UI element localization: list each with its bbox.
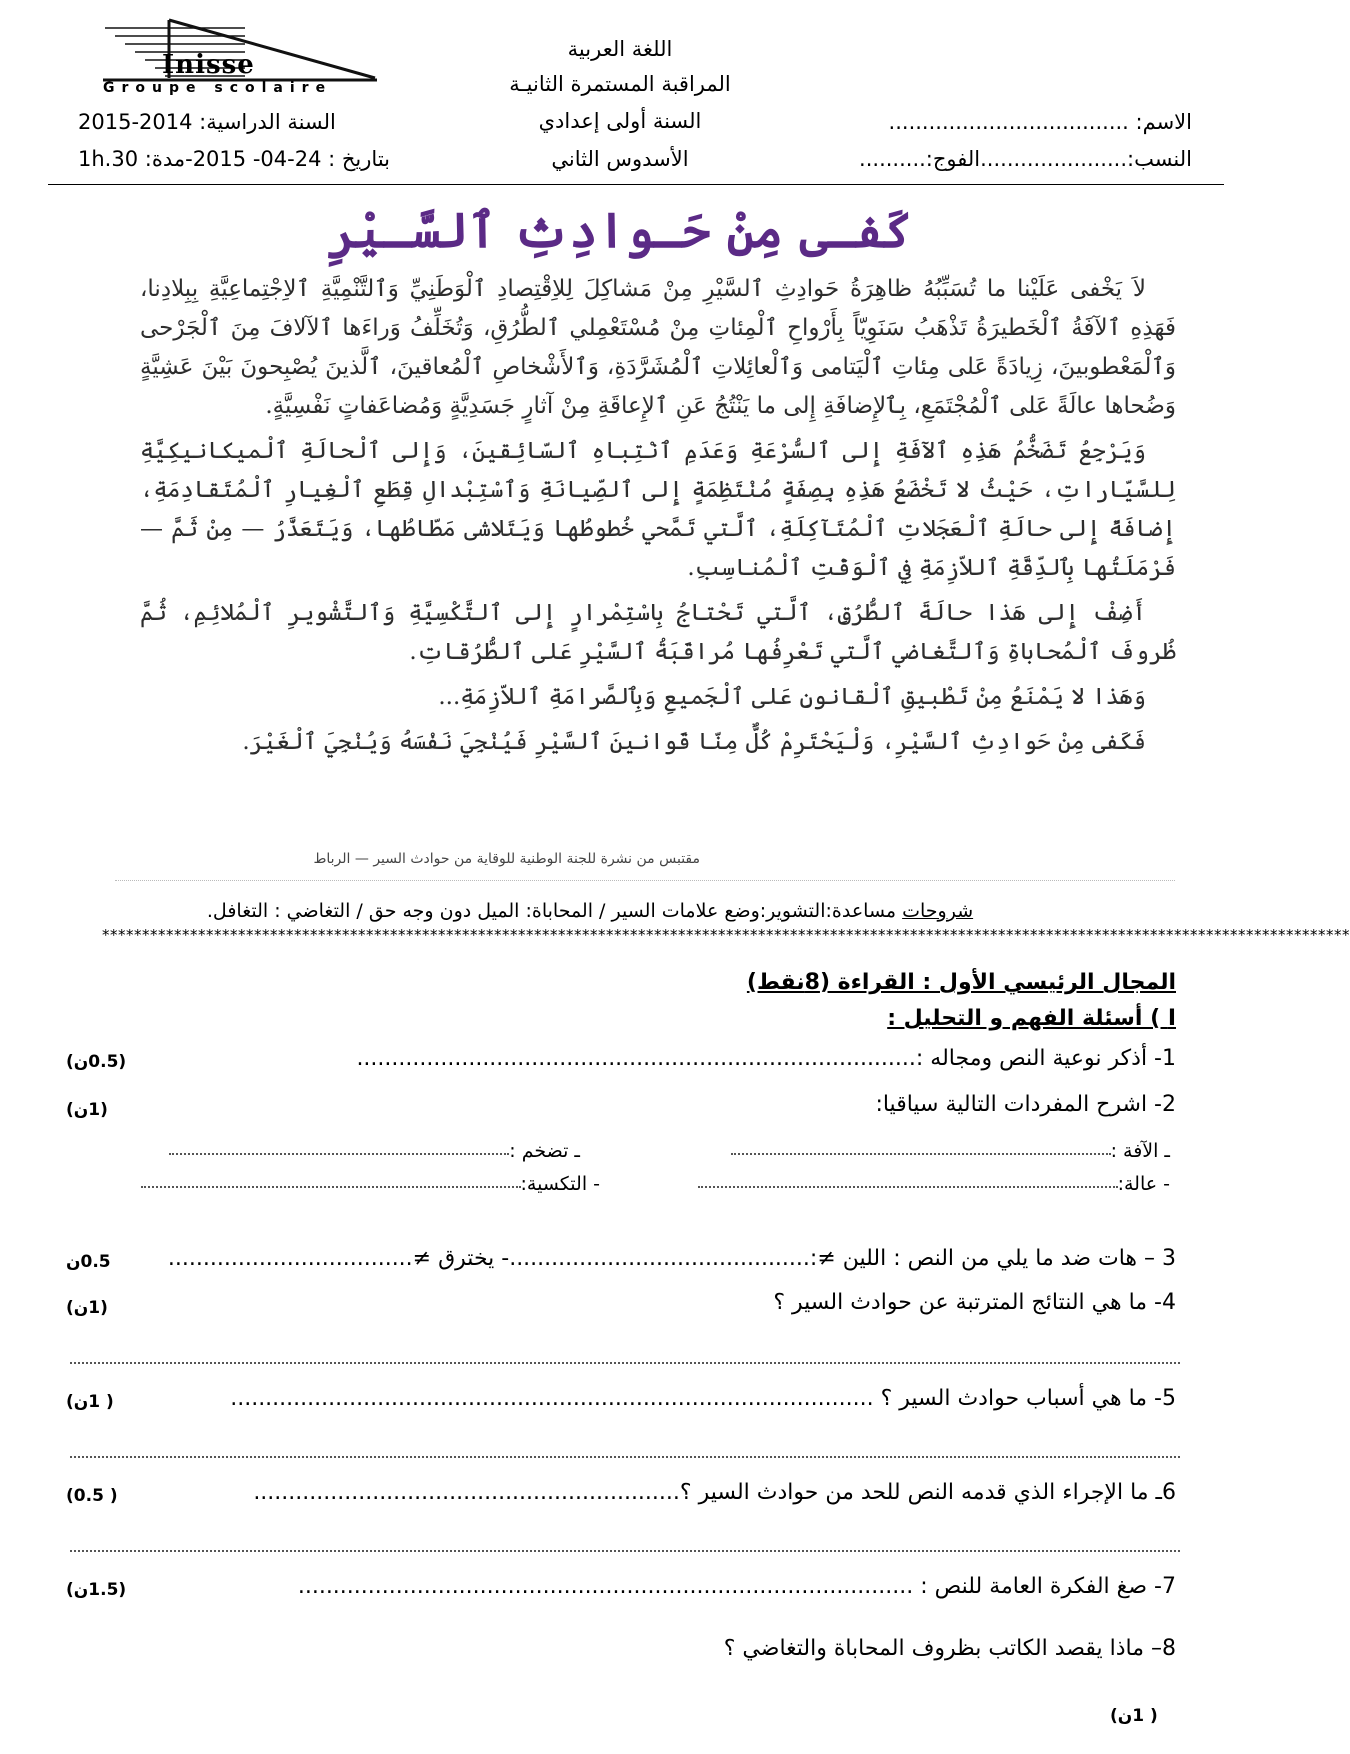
answer-line-4[interactable] xyxy=(70,1362,1180,1364)
vocab-word-tadakhum[interactable] xyxy=(169,1140,580,1162)
vocab-afa-answer[interactable] xyxy=(731,1149,1111,1155)
level-label: السنة أولى إعدادي xyxy=(538,109,702,133)
passage-paragraph: لاَ يَخْفى عَلَيْنا ما تُسَبِّبُهُ ظاهِرَةُ حَوادِثِ ٱلسَّيْرِ مِنْ مَشاكِلَ لِلاِقْتِصادِ ٱلْوَطَنِيِّ وَٱلتَّنْمِيَّةِ ٱلاِجْتِماعِيَّةِ بِبِلادِنا، فَهَذِهِ ٱلآفَةُ ٱلْخَطيرَةُ تَذْهَبُ سَنَوِيّاً بِأَرْواحِ ٱلْمِئاتِ مِنْ مُسْتَعْمِلي ٱلطُّرُقِ، وَتُخَلِّفُ وَراءَها ٱلآلافَ مِنَ ٱلْجَرْحى وَٱلْمَعْطوبينَ، زِيادَةً عَلى مِئاتِ ٱلْيَتامى وَٱلْعائِلاتِ ٱلْمُشَرَّدَةِ، وَٱلأَشْخاصِ ٱلْمُعاقينَ، ٱلَّذينَ يُصْبِحونَ بَيْنَ عَشِيَّةٍ وَضُحاها عالَةً عَلى ٱلْمُجْتَمَعِ، بِٱلإِضافَةِ إِلى ما يَنْتُجُ عَنِ ٱلإِعاقَةِ مِنْ آثارٍ جَسَدِيَّةٍ وَمُضاعَفاتٍ نَفْسِيَّةٍ. xyxy=(140,276,1176,419)
question-4: 4- ما هي النتائج المترتبة عن حوادث السير ؟ xyxy=(773,1290,1176,1315)
explanations-label: شروحات xyxy=(902,900,974,922)
question-5[interactable]: 5- ما هي أسباب حوادث السير ؟ ............................................................................................ xyxy=(230,1386,1176,1411)
passage-paragraph: وَيَرْجِعُ تَضَخُّمُ هَذِهِ ٱلآفَةِ إِلى ٱلسُّرْعَةِ وَعَدَمِ ٱنْتِباهِ ٱلسّائِقينَ، وَإِلى ٱلْحالَةِ ٱلْميكانيكِيَّةِ لِلسَّيّاراتِ، حَيْثُ لا تَخْضَعُ هَذِهِ بِصِفَةٍ مُنْتَظِمَةٍ إِلى ٱلصِّيانَةِ وَٱسْتِبْدالِ قِطَعِ ٱلْغِيارِ ٱلْمُتَقادِمَةِ، إِضافَةً إِلى حالَةِ ٱلْعَجَلاتِ ٱلْمُتَآكِلَةِ، ٱلَّتي تَمَّحي خُطوطُها وَيَتَلاشى مَطّاطُها، وَيَتَعَذَّرُ — مِنْ ثَمَّ — فَرْمَلَتُها بِٱلدِّقَّةِ ٱللاّزِمَةِ فِي ٱلْوَقْتِ ٱلْمُناسِبِ. xyxy=(140,438,1176,581)
term-label: الأسدوس الثاني xyxy=(551,147,689,171)
vocab-ala-answer[interactable] xyxy=(698,1182,1118,1188)
section-title: المجال الرئيسي الأول : القراءة (8نقط) xyxy=(746,970,1176,995)
question-2: 2- اشرح المفردات التالية سياقيا: xyxy=(875,1092,1176,1117)
question-7-points: (1.5ن) xyxy=(66,1580,127,1600)
passage-paragraph: فَكَفى مِنْ حَوادِثِ ٱلسَّيْرِ، وَلْيَحْتَرِمْ كُلٌّ مِنّا قَوانينَ ٱلسَّيْرِ فَيُنْجِيَ نَفْسَهُ وَيُنْجِيَ ٱلْغَيْرَ. xyxy=(242,729,1146,755)
exam-date-label: بتاريخ : 24-04- 2015-مدة: 1h.30 xyxy=(78,147,391,171)
question-7[interactable]: 7- صغ الفكرة العامة للنص : ........................................................................................ xyxy=(297,1574,1176,1599)
passage-source: مقتبس من نشرة للجنة الوطنية للوقاية من حوادث السير — الرباط xyxy=(313,851,700,867)
question-5-points: ( 1ن) xyxy=(66,1392,114,1412)
question-1-points: (0.5ن) xyxy=(66,1052,127,1072)
passage-title: كَفـى مِنْ حَـوادِثِ ٱلسَّـيْرِ xyxy=(327,203,913,259)
lineage-group-field[interactable]: النسب:......................الفوج:.......... xyxy=(859,147,1192,171)
reading-passage xyxy=(140,270,1176,768)
vocab-ala-label: - عالة: xyxy=(1117,1173,1170,1195)
vocab-tadakhum-answer[interactable] xyxy=(169,1149,509,1155)
question-8: 8– ماذا يقصد الكاتب بظروف المحاباة والتغاضي ؟ xyxy=(723,1636,1176,1661)
question-1[interactable]: 1- أذكر نوعية النص ومجاله :................................................................................ xyxy=(356,1046,1176,1071)
vocab-tadakhum-label: ـ تضخم : xyxy=(509,1140,580,1162)
answer-line-6[interactable] xyxy=(70,1550,1180,1552)
section-subtitle: I ) أسئلة الفهم و التحليل : xyxy=(887,1006,1176,1031)
question-3[interactable]: 3 – هات ضد ما يلي من النص : اللين ≠:...........................................- يخترق ≠................................... xyxy=(167,1246,1176,1271)
vocab-word-afa[interactable] xyxy=(731,1140,1170,1162)
vocab-taksiya-answer[interactable] xyxy=(141,1182,521,1188)
vocab-word-taksiya[interactable] xyxy=(141,1173,600,1195)
vocab-taksiya-label: - التكسية: xyxy=(520,1173,600,1195)
star-separator: ************************************************************************************************************************************************************ xyxy=(102,926,1350,944)
header-divider xyxy=(48,184,1224,185)
passage-divider xyxy=(115,880,1175,881)
explanations xyxy=(140,900,1040,922)
subject-label: اللغة العربية xyxy=(567,37,673,61)
logo-subtitle: Groupe scolaire xyxy=(103,80,333,96)
student-name-field[interactable]: الاسم: .................................... xyxy=(888,110,1192,134)
school-year-label: السنة الدراسية: 2014-2015 xyxy=(78,110,336,134)
question-6-points: ( 0.5) xyxy=(66,1486,118,1506)
passage-paragraph: وَهَذا لا يَمْنَعُ مِنْ تَطْبيقِ ٱلْقانونِ عَلى ٱلْجَميعِ وَبِٱلصَّرامَةِ ٱللاّزِمَةِ... xyxy=(438,684,1146,710)
question-4-points: (1ن) xyxy=(66,1298,108,1318)
vocab-afa-label: ـ الآفة : xyxy=(1110,1140,1170,1162)
question-6[interactable]: 6ـ ما الإجراء الذي قدمه النص للحد من حوادث السير ؟............................................................. xyxy=(253,1480,1176,1505)
question-8-points: ( 1ن) xyxy=(1110,1706,1158,1726)
passage-paragraph: أَضِفْ إِلى هَذا حالَةَ ٱلطُّرُقِ، ٱلَّتي تَحْتاجُ بِاسْتِمْرارٍ إِلى ٱلتَّكْسِيَّةِ وَٱلتَّشْويرِ ٱلْمُلائِمِ، ثُمَّ ظُروفَ ٱلْمُحاباةِ وَٱلتَّغاضي ٱلَّتي تَعْرِفُها مُراقَبَةُ ٱلسَّيْرِ عَلى ٱلطُّرُقاتِ. xyxy=(140,600,1176,665)
logo-word: Inisse xyxy=(162,50,255,80)
question-2-points: (1ن) xyxy=(66,1100,108,1120)
explanations-text: مساعدة:التشوير:وضع علامات السير / المحاباة: الميل دون وجه حق / التغاضي : التغافل. xyxy=(206,900,903,922)
answer-line-5[interactable] xyxy=(70,1456,1180,1458)
question-3-points: 0.5ن xyxy=(66,1252,111,1272)
exam-label: المراقبة المستمرة الثانيـة xyxy=(509,72,731,96)
vocab-word-ala[interactable] xyxy=(698,1173,1170,1195)
